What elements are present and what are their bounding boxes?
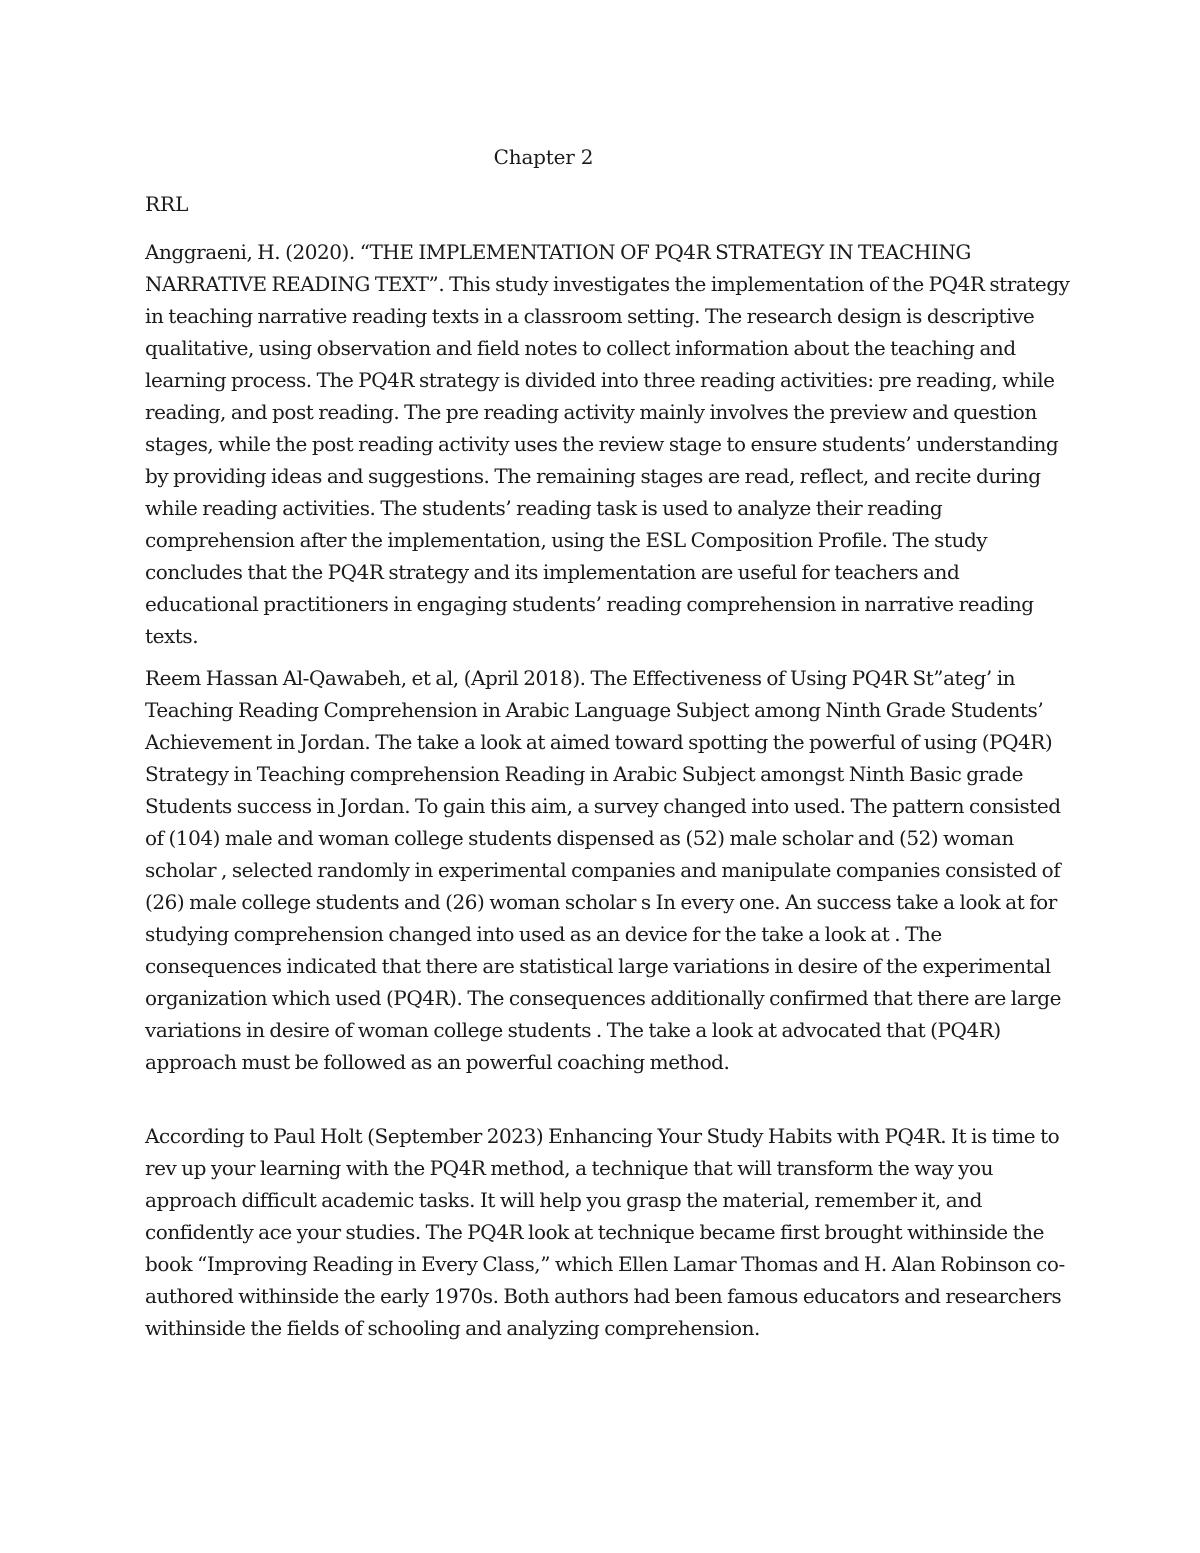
chapter-title: Chapter 2 (493, 145, 594, 169)
section-label: RRL (145, 192, 189, 216)
paragraph-al-qawabeh: Reem Hassan Al-Qawabeh, et al, (April 2018). The Effectiveness of Using PQ4R St”ateg’ in Teaching Reading Comprehension in Arabic Language Subject among Ninth Grade Students’ Achievement in Jordan. The take a look at aimed toward spotting the powerful of using (PQ4R) Strategy in Teaching comprehension Reading in Arabic Subject amongst Ninth Basic grade Students success in Jordan. To gain this aim, a survey changed into used. The pattern consisted of (104) male and woman college students dispensed as (52) male scholar and (52) woman scholar , selected randomly in experimental companies and manipulate companies consisted of (26) male college students and (26) woman scholar s In every one. An success take a look at for studying comprehension changed into used as an device for the take a look at . The consequences indicated that there are statistical large variations in desire of the experimental organization which used (PQ4R). The consequences additionally confirmed that there are large variations in desire of woman college students . The take a look at advocated that (PQ4R) approach must be followed as an powerful coaching method. (145, 666, 1062, 1074)
paragraph-holt: According to Paul Holt (September 2023) Enhancing Your Study Habits with PQ4R. It is time to rev up your learning with the PQ4R method, a technique that will transform the way you approach difficult academic tasks. It will help you grasp the material, remember it, and confidently ace your studies. The PQ4R look at technique became first brought withinside the book “Improving Reading in Every Class,” which Ellen Lamar Thomas and H. Alan Robinson co-authored withinside the early 1970s. Both authors had been famous educators and researchers withinside the fields of schooling and analyzing comprehension. (145, 1124, 1065, 1340)
paragraph-anggraeni: Anggraeni, H. (2020). “THE IMPLEMENTATION OF PQ4R STRATEGY IN TEACHING NARRATIVE READING TEXT”. This study investigates the implementation of the PQ4R strategy in teaching narrative reading texts in a classroom setting. The research design is descriptive qualitative, using observation and field notes to collect information about the teaching and learning process. The PQ4R strategy is divided into three reading activities: pre reading, while reading, and post reading. The pre reading activity mainly involves the preview and question stages, while the post reading activity uses the review stage to ensure students’ understanding by providing ideas and suggestions. The remaining stages are read, reflect, and recite during while reading activities. The students’ reading task is used to analyze their reading comprehension after the implementation, using the ESL Composition Profile. The study concludes that the PQ4R strategy and its implementation are useful for teachers and educational practitioners in engaging students’ reading comprehension in narrative reading texts. (145, 240, 1070, 648)
